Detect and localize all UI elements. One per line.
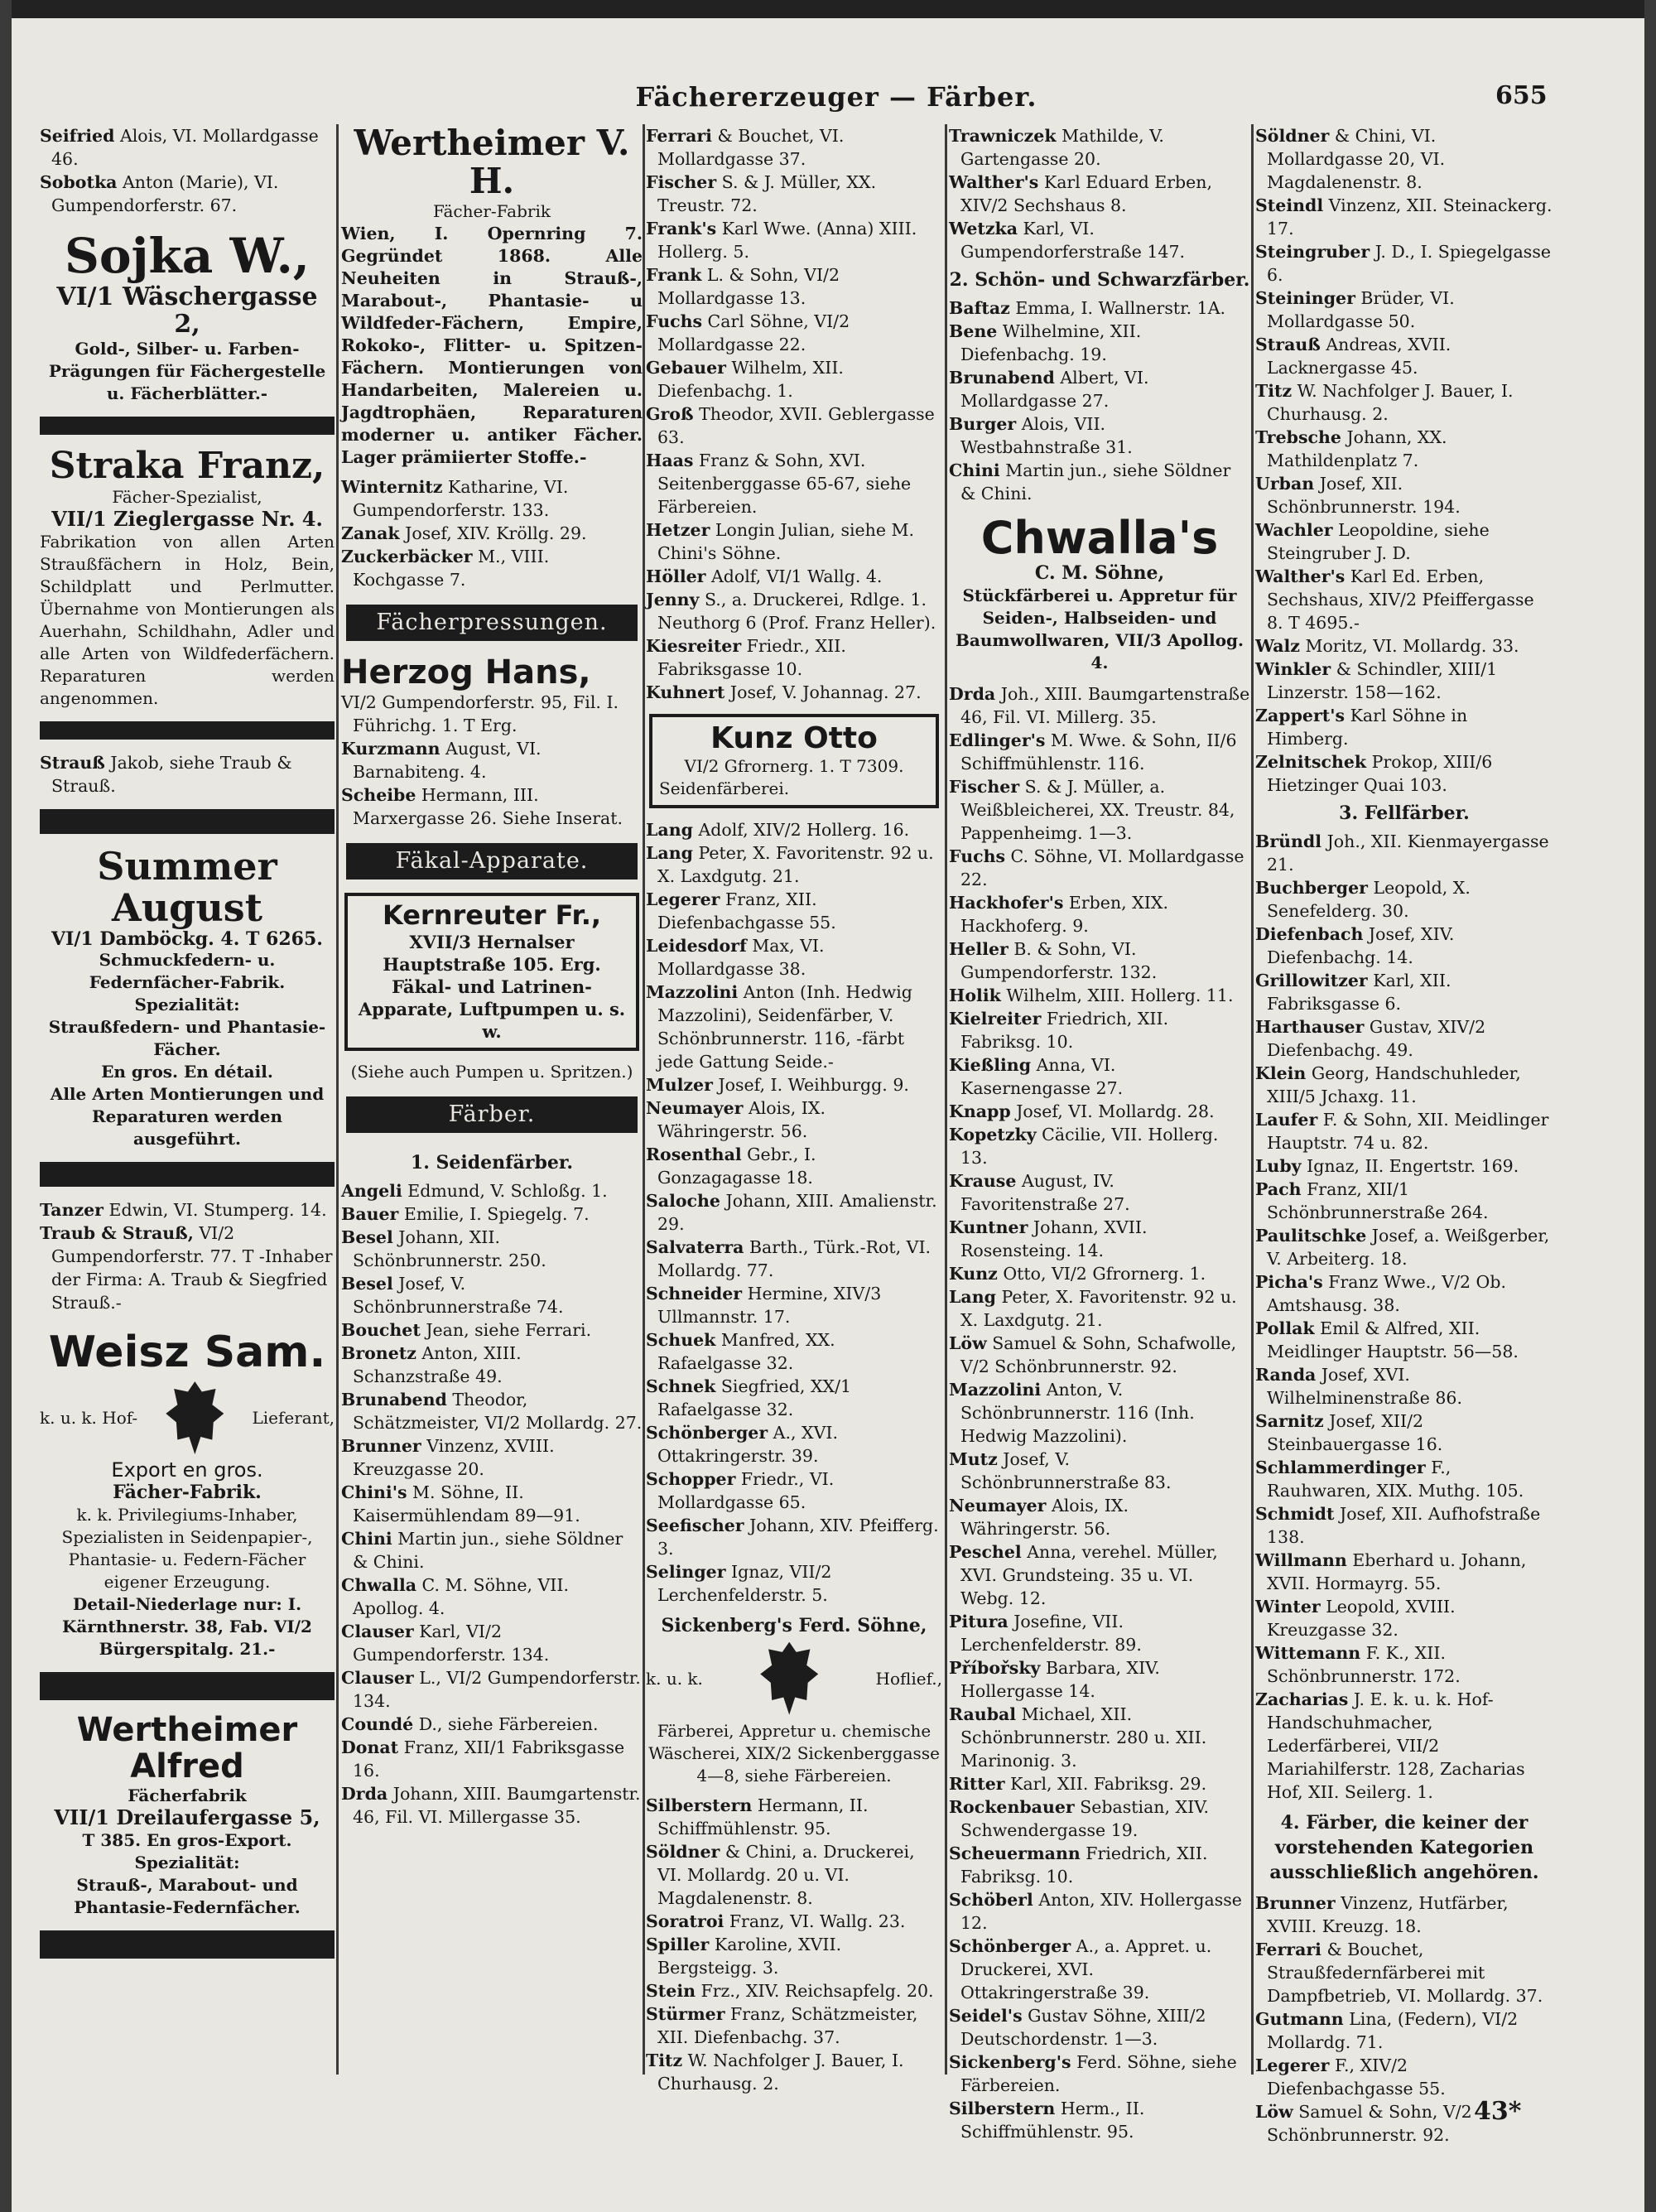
advert-summer: [40, 843, 335, 1150]
advert-text: Fächerfabrik: [128, 1786, 247, 1806]
listing-entry: Pollak Emil & Alfred, XII. Meidlinger Hauptstr. 56—58.: [1255, 1318, 1519, 1361]
listing-entry: Höller Adolf, VI/1 Wallg. 4.: [646, 566, 883, 586]
advert-text: Gold-, Silber- u. Farben-Prägungen für Fächergestelle u. Fächerblätter.-: [48, 338, 326, 403]
listing-entry: Sickenberg's Ferd. Söhne, siehe Färbereien.: [949, 2052, 1237, 2096]
listing-entry: Soratroi Franz, VI. Wallg. 23.: [646, 1911, 906, 1931]
listing-entry: Fuchs C. Söhne, VI. Mollardgasse 22.: [949, 846, 1244, 890]
listing-entry: Gebauer Wilhelm, XII. Diefenbachg. 1.: [646, 358, 844, 401]
listing-entry: Chini Martin jun., siehe Söldner & Chini.: [341, 1528, 623, 1572]
listing-entry: Groß Theodor, XVII. Geblergasse 63.: [646, 404, 935, 447]
listing-entry: Fuchs Carl Söhne, VI/2 Mollardgasse 22.: [646, 311, 850, 354]
listing-entry: Raubal Michael, XII. Schönbrunnerstr. 280 u. XII. Marinonig. 3.: [949, 1704, 1207, 1771]
listing-entry: Bene Wilhelmine, XII. Diefenbachg. 19.: [949, 321, 1142, 364]
listing-entry: Mulzer Josef, I. Weihburgg. 9.: [646, 1074, 909, 1095]
listing-entry: Legerer Franz, XII. Diefenbachgasse 55.: [646, 889, 836, 933]
listing-entry: Ferrari & Bouchet, Straußfedernfärberei mit Dampfbetrieb, VI. Mollardg. 37.: [1255, 1940, 1543, 2006]
listing-entry: Kuhnert Josef, V. Johannag. 27.: [646, 682, 922, 702]
listing-entry: Löw Samuel & Sohn, V/2 Schönbrunnerstr. 92.: [1255, 2102, 1472, 2145]
listing-entry: Ferrari & Bouchet, VI. Mollardgasse 37.: [646, 126, 845, 169]
listing-list: [949, 124, 1250, 263]
cross-reference-note: (Siehe auch Pumpen u. Spritzen.): [350, 1061, 633, 1082]
listing-entry: Brunabend Albert, VI. Mollardgasse 27.: [949, 368, 1149, 411]
advert-text: Export en gros.: [111, 1458, 263, 1482]
imperial-eagle-icon: [760, 1642, 818, 1715]
column-rule: [643, 124, 645, 2075]
advert-text: Spezialität:: [134, 1852, 240, 1872]
listing-entry: Gutmann Lina, (Federn), VI/2 Mollardg. 71.: [1255, 2009, 1519, 2052]
listing-entry: Krause August, IV. Favoritenstraße 27.: [949, 1171, 1130, 1215]
advert-title: Weisz Sam.: [48, 1327, 326, 1377]
listing-entry: Hetzer Longin Julian, siehe M. Chini's Söhne.: [646, 520, 915, 563]
advert-text: Straußfedern- und Phantasie-Fächer.: [48, 1016, 326, 1059]
listing-entry: Příbořsky Barbara, XIV. Hollergasse 14.: [949, 1658, 1160, 1702]
advert-sickenberg: [646, 1615, 942, 1787]
listing-entry: Drda Joh., XIII. Baumgartenstraße 46, Fil. VI. Millerg. 35.: [949, 684, 1250, 728]
divider-bar: [40, 809, 335, 834]
crest-label: Hoflief.,: [875, 1668, 942, 1689]
advert-title: Kunz Otto: [710, 721, 878, 755]
listing-entry: Pitura Josefine, VII. Lerchenfelderstr. 89.: [949, 1612, 1142, 1655]
listing-list: [1255, 830, 1553, 1804]
section-heading: Fäkal-Apparate.: [346, 843, 638, 879]
listing-entry: Fischer S. & J. Müller, a. Weißbleicherei, XX. Treustr. 84, Pappenheimg. 1—3.: [949, 777, 1235, 844]
crest-label: Lieferant,: [252, 1408, 335, 1429]
listing-entry: Strauß Andreas, XVII. Lacknergasse 45.: [1255, 335, 1451, 378]
column-4: [949, 124, 1250, 2142]
advert-kunz: [649, 714, 939, 808]
listing-entry: Sarnitz Josef, XII/2 Steinbauergasse 16.: [1255, 1411, 1443, 1454]
advert-subtitle: Fächer-Spezialist,: [112, 487, 262, 508]
scan-edge-right: [1644, 0, 1656, 2212]
column-1: [40, 124, 335, 2079]
advert-sojka: [40, 230, 335, 405]
listing-entry: Kiesreiter Friedr., XII. Fabriksgasse 10.: [646, 636, 846, 679]
column-rule: [945, 124, 947, 2075]
listing-entry: Seidel's Gustav Söhne, XIII/2 Deutschordenstr. 1—3.: [949, 2006, 1206, 2050]
listing-entry: Lang Peter, X. Favoritenstr. 92 u. X. Laxdgutg. 21.: [949, 1287, 1237, 1331]
column-rule: [336, 124, 339, 2075]
listing-entry: Zelnitschek Prokop, XIII/6 Hietzinger Quai 103.: [1255, 752, 1493, 795]
listing-entry: Bronetz Anton, XIII. Schanzstraße 49.: [341, 1342, 522, 1386]
listing-entry: Steingruber J. D., I. Spiegelgasse 6.: [1255, 242, 1551, 285]
advert-text: Fächer-Fabrik.: [113, 1482, 262, 1504]
listing-entry: Pach Franz, XII/1 Schönbrunnerstraße 264.: [1255, 1179, 1489, 1222]
listing-entry: Besel Johann, XII. Schönbrunnerstr. 250.: [341, 1226, 546, 1270]
listing-entry: Seifried Alois, VI. Mollardgasse 46.: [40, 126, 319, 169]
listing-list: [949, 682, 1250, 2143]
listing-entry: Heller B. & Sohn, VI. Gumpendorferstr. 132.: [949, 939, 1158, 983]
listing-entry: Klein Georg, Handschuhleder, XIII/5 Jchaxg. 11.: [1255, 1063, 1521, 1106]
signature-mark: 43*: [1474, 2097, 1522, 2126]
divider-bar: [40, 1672, 335, 1700]
listing-entry: Fischer S. & J. Müller, XX. Treustr. 72.: [646, 172, 877, 215]
listing-entry: Frank's Karl Wwe. (Anna) XIII. Hollerg. 5.: [646, 219, 917, 262]
listing-entry: Rosenthal Gebr., I. Gonzagagasse 18.: [646, 1144, 816, 1188]
listing-entry: Kuntner Johann, XVII. Rosensteing. 14.: [949, 1217, 1148, 1261]
listing-entry: Walther's Karl Ed. Erben, Sechshaus, XIV/2 Pfeiffergasse 8. T 4695.-: [1255, 566, 1534, 633]
listing-entry: Schlammerdinger F., Rauhwaren, XIX. Muthg. 105.: [1255, 1458, 1524, 1501]
divider-bar: [40, 721, 335, 740]
listing-entry: Hackhofer's Erben, XIX. Hackhoferg. 9.: [949, 893, 1168, 937]
listing-entry: Söldner & Chini, a. Druckerei, VI. Mollardg. 20 u. VI. Magdalenenstr. 8.: [646, 1841, 915, 1908]
listing-entry: Luby Ignaz, II. Engertstr. 169.: [1255, 1156, 1519, 1176]
crest-label: k. u. k.: [646, 1668, 703, 1689]
listing-entry: Neumayer Alois, IX. Währingerstr. 56.: [949, 1496, 1129, 1540]
listing-entry: Jenny S., a. Druckerei, Rdlge. 1. Neuthorg 6 (Prof. Franz Heller).: [646, 590, 936, 633]
advert-text: Alle Arten Montierungen und Reparaturen werden ausgeführt.: [50, 1083, 325, 1149]
advert-title: Kernreuter Fr.,: [382, 899, 602, 932]
subsection-heading: 3. Fellfärber.: [1339, 802, 1470, 824]
listing-entry: Angeli Edmund, V. Schloßg. 1.: [341, 1180, 608, 1201]
listing-entry: Clauser L., VI/2 Gumpendorferstr. 134.: [341, 1667, 641, 1711]
listing-list: [646, 818, 942, 1607]
listing-entry: Chwalla C. M. Söhne, VII. Apollog. 4.: [341, 1574, 570, 1618]
page-number: 655: [1495, 81, 1548, 110]
listing-entry: Silberstern Herm., II. Schiffmühlenstr. 95.: [949, 2099, 1145, 2142]
listing-entry: Coundé D., siehe Färbereien.: [341, 1713, 599, 1734]
listing-entry: Picha's Franz Wwe., V/2 Ob. Amtshausg. 38.: [1255, 1272, 1506, 1315]
listing-list: [646, 1794, 942, 2095]
advert-address: VII/1 Dreilaufergasse 5,: [54, 1805, 320, 1830]
crest-row: [40, 1376, 335, 1459]
listing-entry: Rockenbauer Sebastian, XIV. Schwendergasse 19.: [949, 1797, 1209, 1841]
listing-entry: Scheuermann Friedrich, XII. Fabriksg. 10.: [949, 1843, 1208, 1887]
advert-straka: [40, 446, 335, 710]
listing-entry: Laufer F. & Sohn, XII. Meidlinger Hauptstr. 74 u. 82.: [1255, 1110, 1549, 1153]
advert-address: VI/2 Gfrornerg. 1. T 7309.: [684, 755, 904, 776]
listing-list: [646, 124, 942, 704]
advert-text: T 385. En gros-Export.: [82, 1829, 292, 1850]
column-2: [341, 124, 643, 2079]
listing-list: [1255, 124, 1553, 797]
running-head: Fächererzeuger — Färber.: [635, 81, 1037, 113]
listing-entry: Zappert's Karl Söhne in Himberg.: [1255, 706, 1468, 749]
listing-entry: Titz W. Nachfolger J. Bauer, I. Churhausg. 2.: [646, 2050, 904, 2094]
divider-bar: [40, 1162, 335, 1187]
listing-entry: Wittemann F. K., XII. Schönbrunnerstr. 172.: [1255, 1643, 1461, 1686]
listing-entry: Bründl Joh., XII. Kienmayergasse 21.: [1255, 831, 1549, 875]
listing-entry: Schnek Siegfried, XX/1 Rafaelgasse 32.: [646, 1376, 852, 1419]
listing-entry: Edlinger's M. Wwe. & Sohn, II/6 Schiffmühlenstr. 116.: [949, 730, 1237, 774]
scan-edge-top: [0, 0, 1656, 18]
column-rule: [1251, 124, 1254, 2075]
advert-text: Spezialität:: [134, 994, 240, 1014]
divider-bar: [40, 417, 335, 435]
listing-entry: Zanak Josef, XIV. Kröllg. 29.: [341, 523, 587, 544]
advert-title: Wertheimer V. H.: [354, 123, 630, 202]
listing-entry: Spiller Karoline, XVII. Bergsteigg. 3.: [646, 1934, 842, 1978]
listing-entry: Peschel Anna, verehel. Müller, XVI. Grundsteing. 35 u. VI. Webg. 12.: [949, 1542, 1218, 1609]
listing-entry: Trebsche Johann, XX. Mathildenplatz 7.: [1255, 427, 1447, 470]
listing-entry: Legerer F., XIV/2 Diefenbachgasse 55.: [1255, 2055, 1446, 2099]
crest-row: [646, 1637, 942, 1720]
listing-entry: Brunabend Theodor, Schätzmeister, VI/2 Mollardg. 27.: [341, 1389, 643, 1433]
listing-entry: Strauß Jakob, siehe Traub & Strauß.: [40, 752, 292, 796]
advert-kernreuter: [344, 893, 639, 1050]
advert-address: VII/1 Zieglergasse Nr. 4.: [51, 507, 323, 532]
listing-entry: Burger Alois, VII. Westbahnstraße 31.: [949, 414, 1133, 457]
listing-entry: Kopetzky Cäcilie, VII. Hollerg. 13.: [949, 1125, 1219, 1169]
listing-entry: Holik Wilhelm, XIII. Hollerg. 11.: [949, 986, 1234, 1006]
advert-address: VI/1 Damböckg. 4. T 6265.: [51, 928, 323, 950]
listing-entry: Selinger Ignaz, VII/2 Lerchenfelderstr. 5.: [646, 1561, 832, 1605]
listing-entry: Zuckerbäcker M., VIII. Kochgasse 7.: [341, 547, 550, 590]
listing-entry: Lang Adolf, XIV/2 Hollerg. 16.: [646, 819, 910, 840]
subsection-heading: 2. Schön- und Schwarzfärber.: [949, 269, 1250, 291]
listing-entry: Schopper Friedr., VI. Mollardgasse 65.: [646, 1468, 835, 1512]
listing-entry: Sobotka Anton (Marie), VI. Gumpendorferstr. 67.: [40, 172, 279, 215]
advert-text: Färberei, Appretur u. chemische Wäscherei, XIX/2 Sickenberggasse 4—8, siehe Färbereien.: [648, 1720, 940, 1786]
listing-entry: Donat Franz, XII/1 Fabriksgasse 16.: [341, 1737, 625, 1781]
listing-entry: Steindl Vinzenz, XII. Steinackerg. 17.: [1255, 195, 1552, 239]
advert-text: XVII/3 Hernalser Hauptstraße 105. Erg. Fäkal- und Latrinen-Apparate, Luftpumpen u. s. w.: [358, 931, 626, 1042]
listing-entry: Brunner Vinzenz, Hutfärber, XVIII. Kreuzg. 18.: [1255, 1893, 1509, 1936]
listing-entry: Seefischer Johann, XIV. Pfeifferg. 3.: [646, 1515, 939, 1559]
listing-entry: Trawniczek Mathilde, V. Gartengasse 20.: [949, 126, 1164, 169]
listing-entry: Ritter Karl, XII. Fabriksg. 29.: [949, 1774, 1207, 1795]
listing-entry: Lang Peter, X. Favoritenstr. 92 u. X. Laxdgutg. 21.: [646, 842, 934, 886]
listing-entry: Urban Josef, XII. Schönbrunnerstr. 194.: [1255, 474, 1461, 517]
listing-entry: Mazzolini Anton, V. Schönbrunnerstr. 116 (Inh. Hedwig Mazzolini).: [949, 1380, 1195, 1447]
listing-entry: Willmann Eberhard u. Johann, XVII. Hormayrg. 55.: [1255, 1550, 1527, 1593]
advert-title: Chwalla's: [980, 512, 1219, 564]
listing-entry: Kießling Anna, VI. Kasernengasse 27.: [949, 1055, 1124, 1099]
column-3: [646, 124, 942, 2094]
listing-entry: Chini Martin jun., siehe Söldner & Chini.: [949, 460, 1231, 504]
listing-entry: Wetzka Karl, VI. Gumpendorferstraße 147.: [949, 219, 1186, 262]
advert-weisz: [40, 1329, 335, 1660]
advert-subtitle: C. M. Söhne,: [1034, 562, 1165, 585]
listing-entry: Winternitz Katharine, VI. Gumpendorferstr. 133.: [341, 477, 569, 521]
listing-entry: Löw Samuel & Sohn, Schafwolle, V/2 Schönbrunnerstr. 92.: [949, 1333, 1237, 1377]
listing-entry: Kielreiter Friedrich, XII. Fabriksg. 10.: [949, 1009, 1169, 1053]
advert-text: Strauß-, Marabout- und Phantasie-Federnfächer.: [74, 1874, 301, 1917]
listing-entry: Walther's Karl Eduard Erben, XIV/2 Sechshaus 8.: [949, 172, 1212, 215]
listing-entry: Brunner Vinzenz, XVIII. Kreuzgasse 20.: [341, 1435, 555, 1479]
advert-address: VI/1 Wäschergasse 2,: [56, 282, 318, 339]
listing-entry: Paulitschke Josef, a. Weißgerber, V. Arbeiterg. 18.: [1255, 1226, 1550, 1269]
listing-entry: Tanzer Edwin, VI. Stumperg. 14.: [40, 1199, 327, 1220]
listing-entry: Winkler & Schindler, XIII/1 Linzerstr. 158—162.: [1255, 659, 1498, 702]
listing-entry: Leidesdorf Max, VI. Mollardgasse 38.: [646, 935, 825, 979]
section-heading: Fächerpressungen.: [346, 605, 638, 641]
listing-entry: Mazzolini Anton (Inh. Hedwig Mazzolini), Seidenfärber, V. Schönbrunnerstr. 116, -färbt jede Gattung Seide.-: [646, 981, 912, 1072]
subsection-heading: 1. Seidenfärber.: [410, 1151, 574, 1173]
advert-title: Summer August: [97, 843, 277, 931]
listing-entry: Grillowitzer Karl, XII. Fabriksgasse 6.: [1255, 971, 1451, 1014]
listing-entry: Neumayer Alois, IX. Währingerstr. 56.: [646, 1097, 826, 1141]
advert-text: En gros. En détail.: [101, 1061, 273, 1082]
listing-entry: Schönberger A., XVI. Ottakringerstr. 39.: [646, 1422, 839, 1466]
listing-entry: Randa Josef, XVI. Wilhelminenstraße 86.: [1255, 1365, 1462, 1408]
listing-entry: Stürmer Franz, Schätzmeister, XII. Diefenbachg. 37.: [646, 2003, 918, 2047]
listing-entry: Bauer Emilie, I. Spiegelg. 7.: [341, 1203, 590, 1224]
advert-title: Sickenberg's Ferd. Söhne,: [661, 1614, 927, 1636]
advert-text: Fabrikation von allen Arten Straußfächern in Holz, Bein, Schildplatt und Perlmutter. Übernahme von Montierungen als Auerhahn, Schildhahn, Adler und alle Arten von Wildfederfächern. Reparaturen werden angenommen.: [40, 531, 335, 708]
listing-entry: Buchberger Leopold, X. Senefelderg. 30.: [1255, 878, 1471, 921]
listing-entry: Salvaterra Barth., Türk.-Rot, VI. Mollardg. 77.: [646, 1236, 932, 1280]
listing-entry: Wachler Leopoldine, siehe Steingruber J. D.: [1255, 520, 1490, 563]
listing-entry: Diefenbach Josef, XIV. Diefenbachg. 14.: [1255, 924, 1455, 967]
listing-entry: Zacharias J. E. k. u. k. Hof-Handschuhmacher, Lederfärberei, VII/2 Mariahilferstr. 128, Zacharias Hof, XII. Seilerg. 1.: [1255, 1689, 1525, 1802]
advert-text: Seidenfärberei.: [659, 778, 790, 798]
advert-text: Wien, I. Opernring 7. Gegründet 1868. Alle Neuheiten in Strauß-, Marabout-, Phantasie- u Wildfeder-Fächern, Empire, Rokoko-, Flitter- u. Spitzen-Fächern. Montierungen von Handarbeiten, Malereien u. Jagdtrophäen, Reparaturen moderner u. antiker Fächer. Lager prämiierter Stoffe.-: [341, 224, 643, 468]
advert-title: Straka Franz,: [49, 444, 325, 487]
listing-list: [341, 1179, 643, 1829]
advert-wertheimer-alfred: [40, 1712, 335, 1918]
listing-entry: Mutz Josef, V. Schönbrunnerstraße 83.: [949, 1449, 1172, 1493]
advert-address: VI/2 Gumpendorferstr. 95, Fil. I. Führichg. 1. T Erg.: [341, 692, 619, 736]
advert-text: k. k. Privilegiums-Inhaber, Spezialisten in Seidenpapier-, Phantasie- u. Federn-Fächer eigener Erzeugung.: [61, 1505, 313, 1593]
listing-entry: Chini's M. Söhne, II. Kaisermühlendam 89—91.: [341, 1482, 580, 1525]
scan-edge-left: [0, 0, 12, 2212]
listing-entry: Bouchet Jean, siehe Ferrari.: [341, 1319, 592, 1340]
listing-entry: Harthauser Gustav, XIV/2 Diefenbachg. 49.: [1255, 1017, 1486, 1060]
listing-entry: Schmidt Josef, XII. Aufhofstraße 138.: [1255, 1504, 1541, 1547]
listing-entry: Traub & Strauß, VI/2 Gumpendorferstr. 77. T -Inhaber der Firma: A. Traub & Siegfried Strauß.-: [40, 1222, 333, 1313]
listing-entry: Schneider Hermine, XIV/3 Ullmannstr. 17.: [646, 1283, 882, 1327]
advert-title: Wertheimer Alfred: [76, 1711, 298, 1786]
listing-entry: Schönberger A., a. Appret. u. Druckerei, XVI. Ottakringerstraße 39.: [949, 1936, 1212, 2003]
listing-entry: Haas Franz & Sohn, XVI. Seitenberggasse 65-67, siehe Färbereien.: [646, 451, 912, 517]
advert-title: Herzog Hans,: [341, 653, 591, 692]
listing-entry: Kunz Otto, VI/2 Gfrornerg. 1.: [949, 1264, 1206, 1284]
listing-entry: Steininger Brüder, VI. Mollardgasse 50.: [1255, 288, 1455, 331]
listing-entry: Drda Johann, XIII. Baumgartenstr. 46, Fil. VI. Millergasse 35.: [341, 1783, 641, 1827]
listing-entry: Winter Leopold, XVIII. Kreuzgasse 32.: [1255, 1597, 1456, 1640]
advert-wertheimer-vh: [341, 124, 643, 469]
advert-title: Sojka W.,: [64, 228, 310, 284]
listing-entry: Söldner & Chini, VI. Mollardgasse 20, VI. Magdalenenstr. 8.: [1255, 126, 1446, 192]
listing-entry: Schöberl Anton, XIV. Hollergasse 12.: [949, 1890, 1242, 1934]
listing-entry: Kurzmann August, VI. Barnabiteng. 4.: [341, 739, 542, 783]
advert-text: Detail-Niederlage nur: I. Kärnthnerstr. 38, Fab. VI/2 Bürgerspitalg. 21.-: [62, 1594, 312, 1660]
listing-entry: Schuek Manfred, XX. Rafaelgasse 32.: [646, 1329, 835, 1373]
listing-entry: Scheibe Hermann, III. Marxergasse 26. Siehe Inserat.: [341, 785, 623, 829]
listing-entry: Frank L. & Sohn, VI/2 Mollardgasse 13.: [646, 265, 840, 308]
section-heading: Färber.: [346, 1096, 638, 1133]
subsection-heading: 4. Färber, die keiner der vorstehenden Kategorien ausschließlich angehören.: [1269, 1812, 1539, 1883]
listing-entry: Knapp Josef, VI. Mollardg. 28.: [949, 1101, 1215, 1122]
listing-entry: Besel Josef, V. Schönbrunnerstraße 74.: [341, 1273, 564, 1317]
advert-text: Stückfärberei u. Appretur für Seiden-, Halbseiden- und Baumwollwaren, VII/3 Apollog. 4.: [956, 586, 1244, 673]
listing-list: [949, 296, 1250, 505]
listing-entry: Silberstern Hermann, II. Schiffmühlenstr. 95.: [646, 1795, 869, 1839]
listing-entry: Titz W. Nachfolger J. Bauer, I. Churhausg. 2.: [1255, 381, 1514, 424]
advert-subtitle: Fächer-Fabrik: [432, 201, 551, 222]
listing-entry: Stein Frz., XIV. Reichsapfelg. 20.: [646, 1980, 934, 2001]
divider-bar: [40, 1930, 335, 1959]
listing-entry: Clauser Karl, VI/2 Gumpendorferstr. 134.: [341, 1621, 550, 1665]
crest-label: k. u. k. Hof-: [40, 1408, 138, 1429]
listing-entry: Walz Moritz, VI. Mollardg. 33.: [1255, 636, 1519, 656]
advert-chwalla: [949, 513, 1250, 674]
imperial-eagle-icon: [166, 1381, 224, 1454]
listing-entry: Saloche Johann, XIII. Amalienstr. 29.: [646, 1190, 937, 1234]
advert-text: Schmuckfedern- u. Federnfächer-Fabrik.: [89, 949, 286, 992]
listing-entry: Baftaz Emma, I. Wallnerstr. 1A.: [949, 298, 1226, 318]
